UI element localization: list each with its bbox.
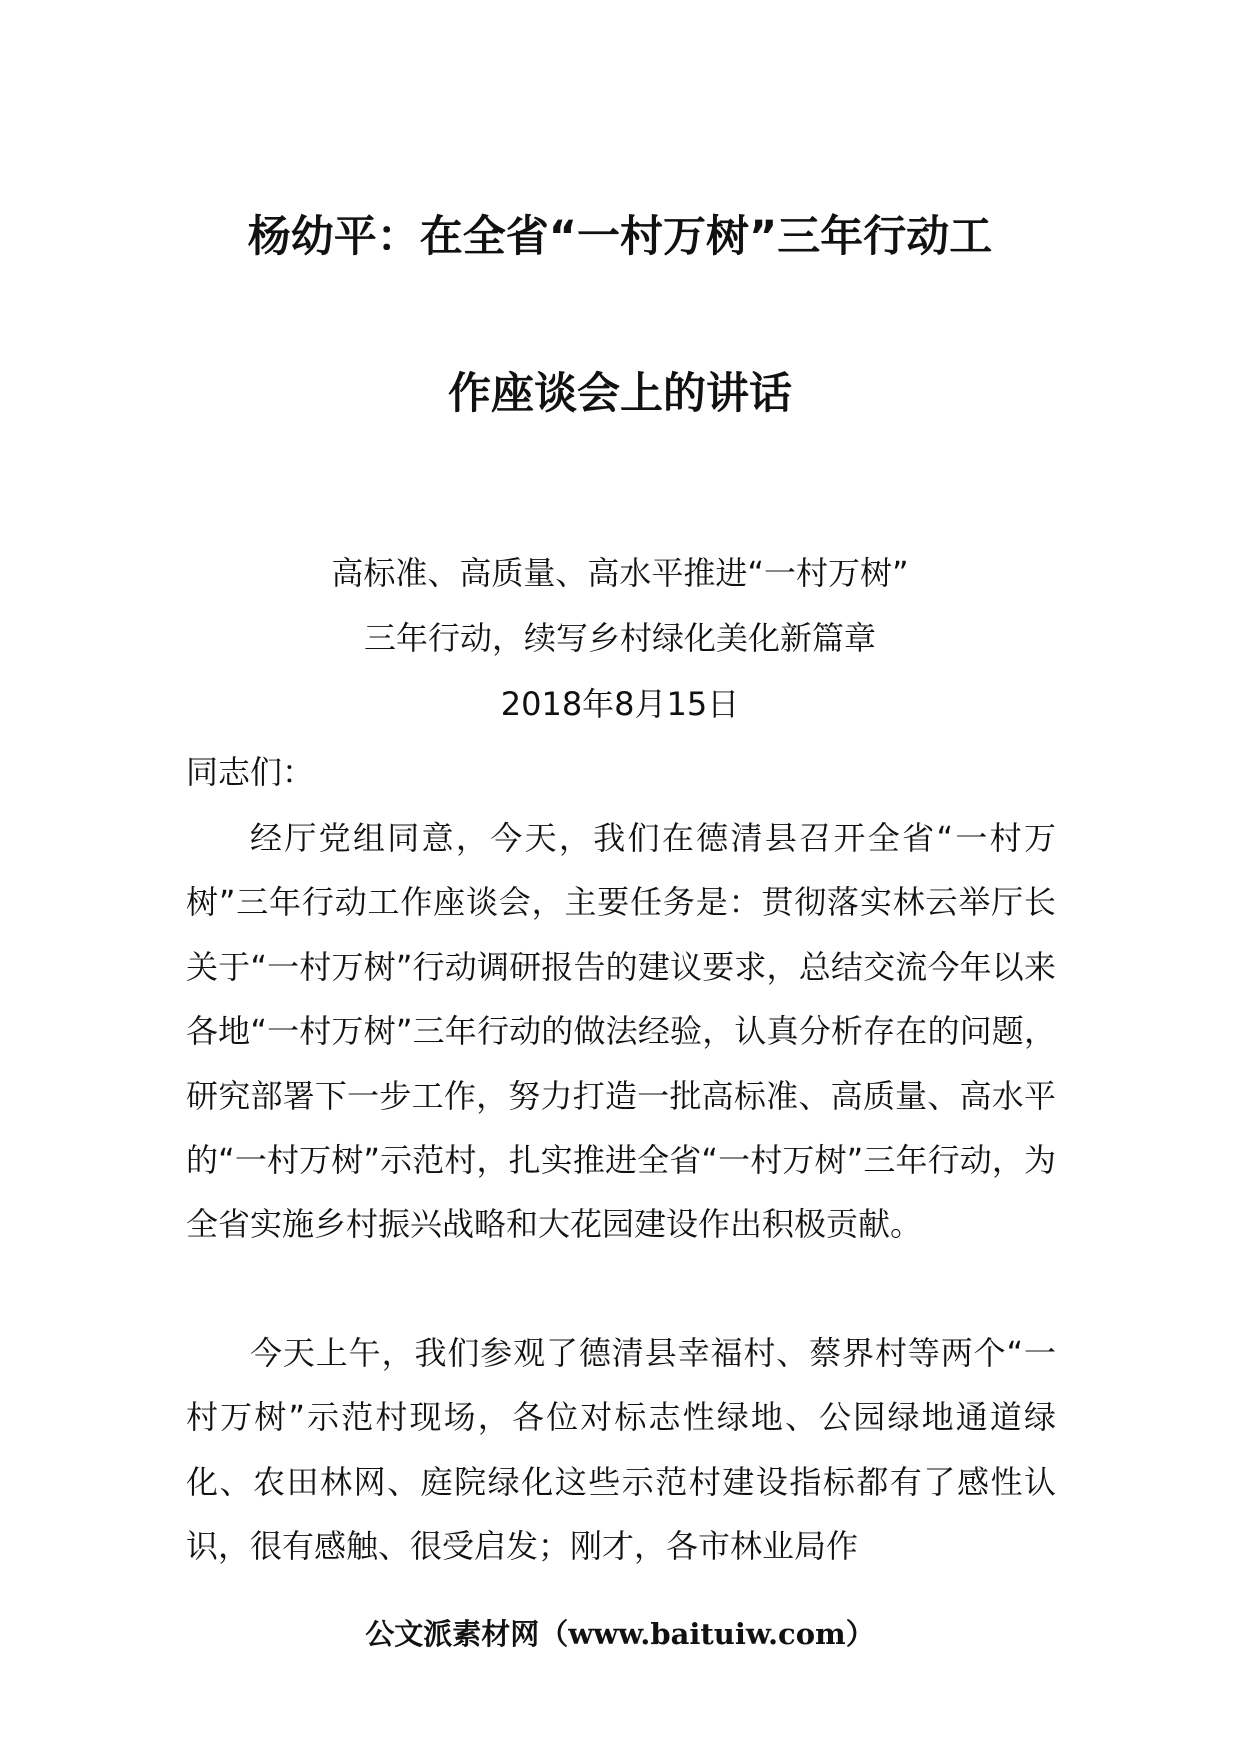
footer-watermark: 公文派素材网（www.baituiw.com） [365, 1617, 875, 1651]
document-subtitle-line-2: 三年行动，续写乡村绿化美化新篇章 [363, 619, 876, 657]
body-paragraph-2: 今天上午，我们参观了德清县幸福村、蔡界村等两个“一村万树”示范村现场，各位对标志性绿地、公园绿地通道绿化、农田林网、庭院绿化这些示范村建设指标都有了感性认识，很有感触、很受启发；刚才，各市林业局作 [186, 1334, 1056, 1566]
body-paragraph-1: 经厅党组同意，今天，我们在德清县召开全省“一村万树”三年行动工作座谈会，主要任务是：贯彻落实林云举厅长关于“一村万树”行动调研报告的建议要求，总结交流今年以来各地“一村万树”三年行动的做法经验，认真分析存在的问题，研究部署下一步工作，努力打造一批高标准、高质量、高水平的“一村万树”示范村，扎实推进全省“一村万树”三年行动，为全省实施乡村振兴战略和大花园建设作出积极贡献。 [186, 819, 1056, 1244]
document-date: 2018年8月15日 [500, 685, 740, 723]
document-title-line-2: 作座谈会上的讲话 [448, 369, 792, 419]
salutation: 同志们： [186, 753, 315, 791]
document-subtitle-line-1: 高标准、高质量、高水平推进“一村万树” [331, 554, 909, 592]
document-title-line-1: 杨幼平：在全省“一村万树”三年行动工 [247, 212, 993, 262]
